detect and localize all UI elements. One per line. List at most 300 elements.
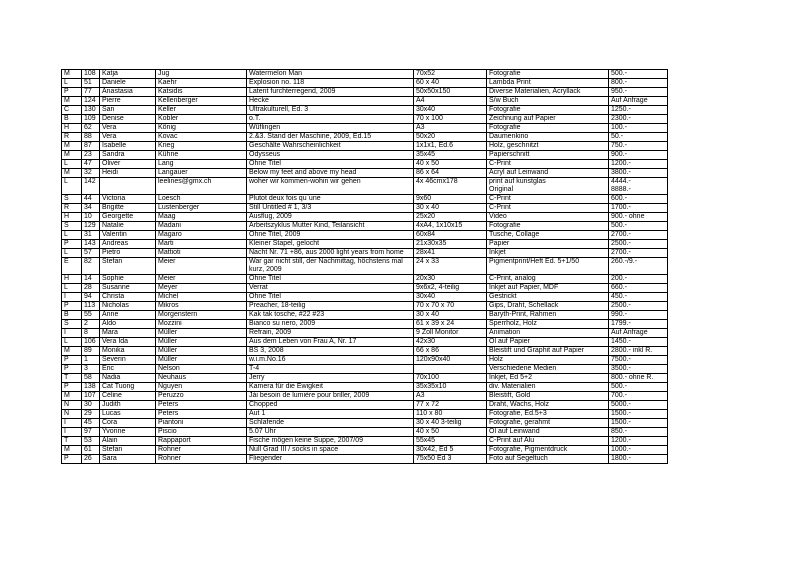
last-name-cell: Michel <box>156 293 247 302</box>
dimensions-cell: 30 x 40 <box>414 311 487 320</box>
first-name-cell: Pietro <box>100 249 156 258</box>
title-cell: Kleiner Stapel, gelocht <box>247 240 414 249</box>
first-name-cell: Stefan <box>100 258 156 275</box>
first-name-cell: Lucas <box>100 410 156 419</box>
first-name-cell: Cat Tuong <box>100 383 156 392</box>
number-cell: 44 <box>82 195 100 204</box>
first-name-cell: Christa <box>100 293 156 302</box>
number-cell: 55 <box>82 311 100 320</box>
medium-cell: Bleistift und Graphit auf Papier <box>487 347 609 356</box>
category-cell: S <box>62 195 82 204</box>
last-name-cell: Piscio <box>156 428 247 437</box>
category-cell: R <box>62 133 82 142</box>
number-cell: 62 <box>82 124 100 133</box>
price-cell: Auf Anfrage <box>609 329 668 338</box>
last-name-cell: Peters <box>156 410 247 419</box>
first-name-cell: Valentin <box>100 231 156 240</box>
last-name-cell: Kellenberger <box>156 97 247 106</box>
dimensions-cell: 30 x 40 3-teilig <box>414 419 487 428</box>
table-row <box>62 124 668 133</box>
number-cell: 88 <box>82 133 100 142</box>
medium-cell: Foto auf Segeltuch <box>487 455 609 464</box>
dimensions-cell: 70 x 70 x 70 <box>414 302 487 311</box>
category-cell: L <box>62 231 82 240</box>
title-cell: Ohne Titel <box>247 160 414 169</box>
last-name-cell: Langauer <box>156 169 247 178</box>
price-cell: 260.-/9.- <box>609 258 668 275</box>
table-row <box>62 258 668 275</box>
category-cell: P <box>62 356 82 365</box>
number-cell: 3 <box>82 365 100 374</box>
medium-cell: Inkjet <box>487 249 609 258</box>
medium-cell: C-Print <box>487 204 609 213</box>
table-row <box>62 311 668 320</box>
category-cell: M <box>62 97 82 106</box>
last-name-cell: Nelson <box>156 365 247 374</box>
dimensions-cell: 20x30 <box>414 275 487 284</box>
first-name-cell: Nadia <box>100 374 156 383</box>
category-cell: I <box>62 428 82 437</box>
category-cell: M <box>62 151 82 160</box>
medium-cell: Pigmentprint/Heft Ed. 5+1/50 <box>487 258 609 275</box>
title-cell: Refrain, 2009 <box>247 329 414 338</box>
first-name-cell: Severin <box>100 356 156 365</box>
number-cell: 45 <box>82 419 100 428</box>
last-name-cell: Kaehr <box>156 79 247 88</box>
price-cell: 2700.- <box>609 231 668 240</box>
dimensions-cell: 70 x 100 <box>414 115 487 124</box>
first-name-cell: Céline <box>100 392 156 401</box>
medium-cell: Inkjet, Ed 5+2 <box>487 374 609 383</box>
title-cell: w.i.m.No.16 <box>247 356 414 365</box>
category-cell: N <box>62 401 82 410</box>
dimensions-cell: 21x30x35 <box>414 240 487 249</box>
table-row <box>62 133 668 142</box>
title-cell: Still Untitled # 1, 3/3 <box>247 204 414 213</box>
first-name-cell: Stefan <box>100 446 156 455</box>
last-name-cell: Loesch <box>156 195 247 204</box>
title-cell: Latent furchterregend, 2009 <box>247 88 414 97</box>
last-name-cell: Jug <box>156 70 247 79</box>
price-cell: 990.- <box>609 311 668 320</box>
dimensions-cell: 9x6x2, 4-teilig <box>414 284 487 293</box>
number-cell: 82 <box>82 258 100 275</box>
table-row <box>62 347 668 356</box>
first-name-cell: Brigitte <box>100 204 156 213</box>
price-cell: 1000.- <box>609 446 668 455</box>
table-row <box>62 97 668 106</box>
dimensions-cell: 60 x 40 <box>414 79 487 88</box>
title-cell: BS 3, 2008 <box>247 347 414 356</box>
first-name-cell: Anastasia <box>100 88 156 97</box>
last-name-cell: Piantoni <box>156 419 247 428</box>
last-name-cell: Morgenstern <box>156 311 247 320</box>
title-cell: Kak tak tosche, #22 #23 <box>247 311 414 320</box>
category-cell: M <box>62 142 82 151</box>
last-name-cell: Müller <box>156 347 247 356</box>
title-cell: o.T. <box>247 115 414 124</box>
dimensions-cell: 55x45 <box>414 437 487 446</box>
number-cell: 77 <box>82 88 100 97</box>
title-cell: Plutot deux fois qu`une <box>247 195 414 204</box>
number-cell: 97 <box>82 428 100 437</box>
number-cell: 89 <box>82 347 100 356</box>
last-name-cell: Marti <box>156 240 247 249</box>
medium-cell: Papier <box>487 240 609 249</box>
number-cell: 94 <box>82 293 100 302</box>
price-cell: 660.- <box>609 284 668 293</box>
price-cell: 800.- <box>609 79 668 88</box>
medium-cell: C-Print, analog <box>487 275 609 284</box>
title-cell: Chopped <box>247 401 414 410</box>
category-cell: S <box>62 222 82 231</box>
table-row <box>62 392 668 401</box>
dimensions-cell: A3 <box>414 392 487 401</box>
medium-cell: Öl auf Leinwand <box>487 428 609 437</box>
first-name-cell: Sandra <box>100 151 156 160</box>
dimensions-cell: 42x30 <box>414 338 487 347</box>
number-cell: 109 <box>82 115 100 124</box>
dimensions-cell: 4xA4, 1x10x15 <box>414 222 487 231</box>
price-cell: 2700.- <box>609 249 668 258</box>
last-name-cell: Keller <box>156 106 247 115</box>
medium-cell: Verschiedene Medien <box>487 365 609 374</box>
table-row <box>62 70 668 79</box>
table-row <box>62 88 668 97</box>
price-cell: 200.- <box>609 275 668 284</box>
price-cell: 2500.- <box>609 302 668 311</box>
last-name-cell: Mozzini <box>156 320 247 329</box>
title-cell: Ohne Titel, 2009 <box>247 231 414 240</box>
number-cell: 108 <box>82 70 100 79</box>
table-row <box>62 240 668 249</box>
title-cell: 2.&3. Stand der Maschine, 2009, Ed.15 <box>247 133 414 142</box>
last-name-cell: Lustenberger <box>156 204 247 213</box>
table-row <box>62 320 668 329</box>
category-cell: H <box>62 275 82 284</box>
price-cell: 50.- <box>609 133 668 142</box>
price-cell: 600.- <box>609 195 668 204</box>
number-cell: 130 <box>82 106 100 115</box>
medium-cell: C-Print <box>487 160 609 169</box>
first-name-cell: Georgette <box>100 213 156 222</box>
dimensions-cell: 9x60 <box>414 195 487 204</box>
number-cell: 58 <box>82 374 100 383</box>
price-cell: 1500.- <box>609 410 668 419</box>
first-name-cell: San <box>100 106 156 115</box>
first-name-cell: Sara <box>100 455 156 464</box>
dimensions-cell: 24 x 33 <box>414 258 487 275</box>
table-row <box>62 204 668 213</box>
table-row <box>62 428 668 437</box>
price-cell: 1450.- <box>609 338 668 347</box>
dimensions-cell: A4 <box>414 97 487 106</box>
category-cell: M <box>62 347 82 356</box>
table-row <box>62 169 668 178</box>
number-cell: 23 <box>82 151 100 160</box>
category-cell: L <box>62 79 82 88</box>
last-name-cell: Maag <box>156 213 247 222</box>
first-name-cell: Denise <box>100 115 156 124</box>
category-cell: L <box>62 160 82 169</box>
last-name-cell: König <box>156 124 247 133</box>
medium-cell: Daumenkino <box>487 133 609 142</box>
title-cell: Ohne Titel <box>247 275 414 284</box>
medium-cell: Fotografie <box>487 124 609 133</box>
title-cell: Arbeitszyklus Mutter Kind, Teilansicht <box>247 222 414 231</box>
number-cell: 106 <box>82 338 100 347</box>
dimensions-cell: 30x40 <box>414 293 487 302</box>
price-cell: 500.- <box>609 222 668 231</box>
last-name-cell: Nguyen <box>156 383 247 392</box>
medium-cell: Holz, geschnitzt <box>487 142 609 151</box>
category-cell: M <box>62 169 82 178</box>
table-row <box>62 151 668 160</box>
dimensions-cell: 70x52 <box>414 70 487 79</box>
table-row <box>62 231 668 240</box>
price-cell: 1799.- <box>609 320 668 329</box>
artwork-price-table <box>61 69 668 464</box>
price-cell: 4444.- 8888.- <box>609 178 668 195</box>
dimensions-cell: 25x20 <box>414 213 487 222</box>
last-name-cell: Müller <box>156 338 247 347</box>
title-cell: Watermelon Man <box>247 70 414 79</box>
title-cell: Bianco su nero, 2009 <box>247 320 414 329</box>
medium-cell: Fotografie <box>487 106 609 115</box>
table-row <box>62 79 668 88</box>
category-cell: C <box>62 106 82 115</box>
title-cell: Geschälte Wahrscheinlichkeit <box>247 142 414 151</box>
table-row <box>62 222 668 231</box>
last-name-cell: Meier <box>156 258 247 275</box>
number-cell: 57 <box>82 249 100 258</box>
medium-cell: Fotografie, Pigmentdruck <box>487 446 609 455</box>
dimensions-cell: 50x20 <box>414 133 487 142</box>
medium-cell: Fotografie, Ed.5+3 <box>487 410 609 419</box>
dimensions-cell: 30 x 40 <box>414 204 487 213</box>
medium-cell: Inkjet auf Papier, MDF <box>487 284 609 293</box>
medium-cell: C-Print <box>487 195 609 204</box>
title-cell: Aut 1 <box>247 410 414 419</box>
category-cell: L <box>62 284 82 293</box>
medium-cell: Öl auf Papier <box>487 338 609 347</box>
dimensions-cell: 40 x 50 <box>414 160 487 169</box>
title-cell: Fische mögen keine Suppe, 2007/09 <box>247 437 414 446</box>
title-cell: Jài besoin de lumière pour briller, 2009 <box>247 392 414 401</box>
medium-cell: Baryth-Print, Rahmen <box>487 311 609 320</box>
table-row <box>62 302 668 311</box>
title-cell: War gar nicht still, der Nachmittag, höchstens mal kurz, 2009 <box>247 258 414 275</box>
number-cell: 51 <box>82 79 100 88</box>
first-name-cell: Nicholas <box>100 302 156 311</box>
title-cell: Ultrakulturell, Ed. 3 <box>247 106 414 115</box>
last-name-cell: Müller <box>156 329 247 338</box>
first-name-cell: Anne <box>100 311 156 320</box>
last-name-cell: Rohner <box>156 446 247 455</box>
medium-cell: Gips, Draht, Schellack <box>487 302 609 311</box>
first-name-cell: Andreas <box>100 240 156 249</box>
first-name-cell: Yvonne <box>100 428 156 437</box>
category-cell: P <box>62 455 82 464</box>
number-cell: 129 <box>82 222 100 231</box>
last-name-cell: Peters <box>156 401 247 410</box>
category-cell: S <box>62 320 82 329</box>
dimensions-cell: 60x84 <box>414 231 487 240</box>
price-cell: 2500.- <box>609 240 668 249</box>
title-cell: Aus dem Leben von Frau A, Nr. 17 <box>247 338 414 347</box>
table-row <box>62 410 668 419</box>
dimensions-cell: 50x50x150 <box>414 88 487 97</box>
first-name-cell <box>100 178 156 195</box>
medium-cell: Lambda Print <box>487 79 609 88</box>
price-cell: 2300.- <box>609 115 668 124</box>
first-name-cell: Isabelle <box>100 142 156 151</box>
medium-cell: Holz <box>487 356 609 365</box>
category-cell: H <box>62 124 82 133</box>
dimensions-cell: 61 x 39 x 24 <box>414 320 487 329</box>
price-cell: 3800.- <box>609 169 668 178</box>
first-name-cell: Vera <box>100 133 156 142</box>
price-cell: 100.- <box>609 124 668 133</box>
first-name-cell: Pierre <box>100 97 156 106</box>
medium-cell: Draht, Wachs, Holz <box>487 401 609 410</box>
table-row <box>62 178 668 195</box>
category-cell: B <box>62 311 82 320</box>
dimensions-cell: 1x1x1, Ed.6 <box>414 142 487 151</box>
table-row <box>62 293 668 302</box>
first-name-cell: Aldo <box>100 320 156 329</box>
number-cell: 107 <box>82 392 100 401</box>
dimensions-cell: 77 x 72 <box>414 401 487 410</box>
medium-cell: C-Print auf Alu <box>487 437 609 446</box>
number-cell: 142 <box>82 178 100 195</box>
medium-cell: Fotografie <box>487 70 609 79</box>
number-cell: 2 <box>82 320 100 329</box>
price-cell: 1800.- <box>609 455 668 464</box>
table-row <box>62 455 668 464</box>
price-cell: 5000.- <box>609 401 668 410</box>
dimensions-cell: 4x 46cmx178 <box>414 178 487 195</box>
first-name-cell: Daniele <box>100 79 156 88</box>
table-row <box>62 374 668 383</box>
medium-cell: Tusche, Collage <box>487 231 609 240</box>
category-cell: M <box>62 70 82 79</box>
last-name-cell: Madani <box>156 222 247 231</box>
category-cell: I <box>62 419 82 428</box>
number-cell: 138 <box>82 383 100 392</box>
last-name-cell: Meyer <box>156 284 247 293</box>
price-cell: 900.- ohne <box>609 213 668 222</box>
medium-cell: Video <box>487 213 609 222</box>
price-cell: 3500.- <box>609 365 668 374</box>
title-cell: Kamera für die Ewigkeit <box>247 383 414 392</box>
category-cell: M <box>62 392 82 401</box>
last-name-cell: Meier <box>156 275 247 284</box>
table-row <box>62 437 668 446</box>
price-cell: 500.- <box>609 383 668 392</box>
number-cell: 34 <box>82 204 100 213</box>
category-cell: P <box>62 365 82 374</box>
dimensions-cell: 28x41 <box>414 249 487 258</box>
category-cell: E <box>62 258 82 275</box>
number-cell: 14 <box>82 275 100 284</box>
title-cell: Schlafende <box>247 419 414 428</box>
title-cell: Jerry <box>247 374 414 383</box>
price-cell: 500.- <box>609 70 668 79</box>
first-name-cell: Alain <box>100 437 156 446</box>
title-cell: Verrat <box>247 284 414 293</box>
table-row <box>62 383 668 392</box>
last-name-cell: Kobler <box>156 115 247 124</box>
first-name-cell: Cora <box>100 419 156 428</box>
first-name-cell: Katja <box>100 70 156 79</box>
first-name-cell: Oliver <box>100 160 156 169</box>
price-cell: 950.- <box>609 88 668 97</box>
title-cell: T-4 <box>247 365 414 374</box>
table-row <box>62 249 668 258</box>
number-cell: 47 <box>82 160 100 169</box>
dimensions-cell: 30x42, Ed 5 <box>414 446 487 455</box>
first-name-cell: Vera <box>100 124 156 133</box>
first-name-cell: Vera Ida <box>100 338 156 347</box>
medium-cell: Bleistift, Gold <box>487 392 609 401</box>
table-body <box>62 70 668 464</box>
medium-cell: Sperrholz, Holz <box>487 320 609 329</box>
medium-cell: Fotografie, gerahmt <box>487 419 609 428</box>
table-row <box>62 356 668 365</box>
first-name-cell: Victoria <box>100 195 156 204</box>
last-name-cell: Mattioti <box>156 249 247 258</box>
dimensions-cell: 35x45 <box>414 151 487 160</box>
number-cell: 143 <box>82 240 100 249</box>
number-cell: 26 <box>82 455 100 464</box>
last-name-cell: Kovac <box>156 133 247 142</box>
title-cell: woher wir kommen-wohin wir gehen <box>247 178 414 195</box>
title-cell: Ohne Titel <box>247 293 414 302</box>
first-name-cell: Natalie <box>100 222 156 231</box>
medium-cell: S/w Buch <box>487 97 609 106</box>
title-cell: Preacher, 18-teilig <box>247 302 414 311</box>
last-name-cell: Kühne <box>156 151 247 160</box>
dimensions-cell: 35x35x10 <box>414 383 487 392</box>
price-cell: 900.- <box>609 151 668 160</box>
first-name-cell: Sophie <box>100 275 156 284</box>
category-cell: P <box>62 302 82 311</box>
table-row <box>62 365 668 374</box>
medium-cell: Acryl auf Leinwand <box>487 169 609 178</box>
category-cell: H <box>62 213 82 222</box>
category-cell: L <box>62 338 82 347</box>
last-name-cell: Krieg <box>156 142 247 151</box>
table-row <box>62 142 668 151</box>
medium-cell: Papierschnitt <box>487 151 609 160</box>
dimensions-cell: 40 x 50 <box>414 428 487 437</box>
number-cell: 29 <box>82 410 100 419</box>
dimensions-cell: 70x100 <box>414 374 487 383</box>
first-name-cell: Heidi <box>100 169 156 178</box>
table-row <box>62 284 668 293</box>
title-cell: Null Grad III / socks in space <box>247 446 414 455</box>
dimensions-cell: 120x90x40 <box>414 356 487 365</box>
table-row <box>62 446 668 455</box>
number-cell: 1 <box>82 356 100 365</box>
price-cell: 1500.- <box>609 419 668 428</box>
price-cell: 750.- <box>609 142 668 151</box>
last-name-cell: Lang <box>156 160 247 169</box>
title-cell: Explosion no. 118 <box>247 79 414 88</box>
category-cell: I <box>62 329 82 338</box>
medium-cell: Fotografie <box>487 222 609 231</box>
